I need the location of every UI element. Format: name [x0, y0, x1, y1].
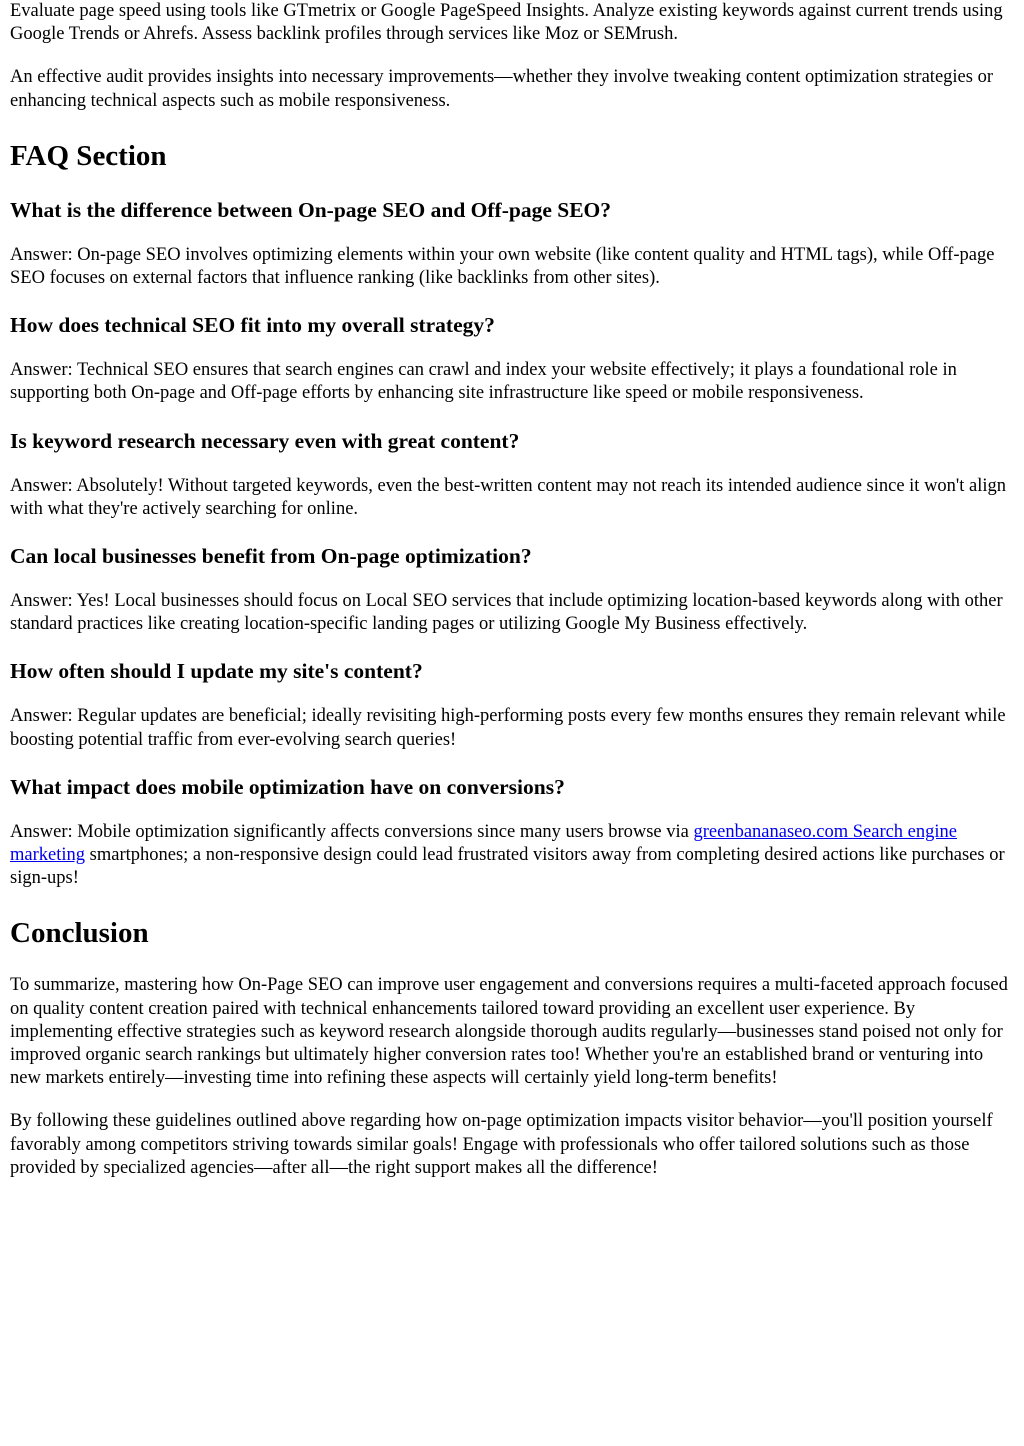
faq-answer: Answer: Regular updates are beneficial; ideally revisiting high-performing posts every few months ensures they remain relevant while boosting potential traffic from ever-evolving search queries!: [10, 706, 1006, 750]
faq-heading: FAQ Section: [10, 139, 167, 172]
intro-paragraph: An effective audit provides insights into necessary improvements—whether they involve tweaking content optimization strategies or enhancing technical aspects such as mobile responsiveness.: [10, 67, 993, 111]
faq-answer: Answer: On-page SEO involves optimizing elements within your own website (like content quality and HTML tags), while Off-page SEO focuses on external factors that influence ranking (like backlinks from other sites).: [10, 244, 995, 289]
search-engine-marketing-link[interactable]: greenbananaseo.com Search engine marketing: [10, 821, 957, 866]
faq-question: Can local businesses benefit from On-page optimization?: [10, 544, 532, 569]
faq-answer: Answer: Absolutely! Without targeted keywords, even the best-written content may not reach its intended audience since it won't align with what they're actively searching for online.: [10, 475, 1007, 519]
answer-text: Answer: Mobile optimization significantly affects conversions since many users browse via: [10, 821, 694, 842]
conclusion-paragraph: To summarize, mastering how On-Page SEO can improve user engagement and conversions requires a multi-faceted approach focused on quality content creation paired with technical enhancements tailored toward providing an excellent user experience. By implementing effective strategies such as keyword research alongside thorough audits regularly—businesses stand poised not only for improved organic search rankings but ultimately higher conversion rates too! Whether you're an established brand or venturing into new markets entirely—investing time into refining these aspects will certainly yield long-term benefits!: [10, 975, 1008, 1089]
faq-answer: [10, 821, 1014, 891]
conclusion-heading: Conclusion: [10, 917, 149, 950]
faq-question: How does technical SEO fit into my overall strategy?: [10, 313, 495, 338]
answer-text: smartphones; a non-responsive design could lead frustrated visitors away from completing desired actions like purchases or sign-ups!: [10, 845, 1005, 889]
faq-question: What impact does mobile optimization have on conversions?: [10, 774, 565, 799]
faq-answer: Answer: Technical SEO ensures that search engines can crawl and index your website effectively; it plays a foundational role in supporting both On-page and Off-page efforts by enhancing site infrastructure like speed or mobile responsiveness.: [10, 360, 957, 404]
faq-question: Is keyword research necessary even with great content?: [10, 428, 520, 453]
conclusion-paragraph: By following these guidelines outlined above regarding how on-page optimization impacts visitor behavior—you'll position yourself favorably among competitors striving towards similar goals! Engage with professionals who offer tailored solutions such as those provided by specialized agencies—after all—the right support makes all the difference!: [10, 1111, 993, 1178]
faq-question: How often should I update my site's content?: [10, 659, 423, 684]
intro-paragraph: Evaluate page speed using tools like GTmetrix or Google PageSpeed Insights. Analyze existing keywords against current trends using Google Trends or Ahrefs. Assess backlink profiles through services like Moz or SEMrush.: [10, 1, 1003, 45]
faq-answer: Answer: Yes! Local businesses should focus on Local SEO services that include optimizing location-based keywords along with other standard practices like creating location-specific landing pages or utilizing Google My Business effectively.: [10, 591, 1003, 635]
faq-question: What is the difference between On-page SEO and Off-page SEO?: [10, 197, 612, 222]
